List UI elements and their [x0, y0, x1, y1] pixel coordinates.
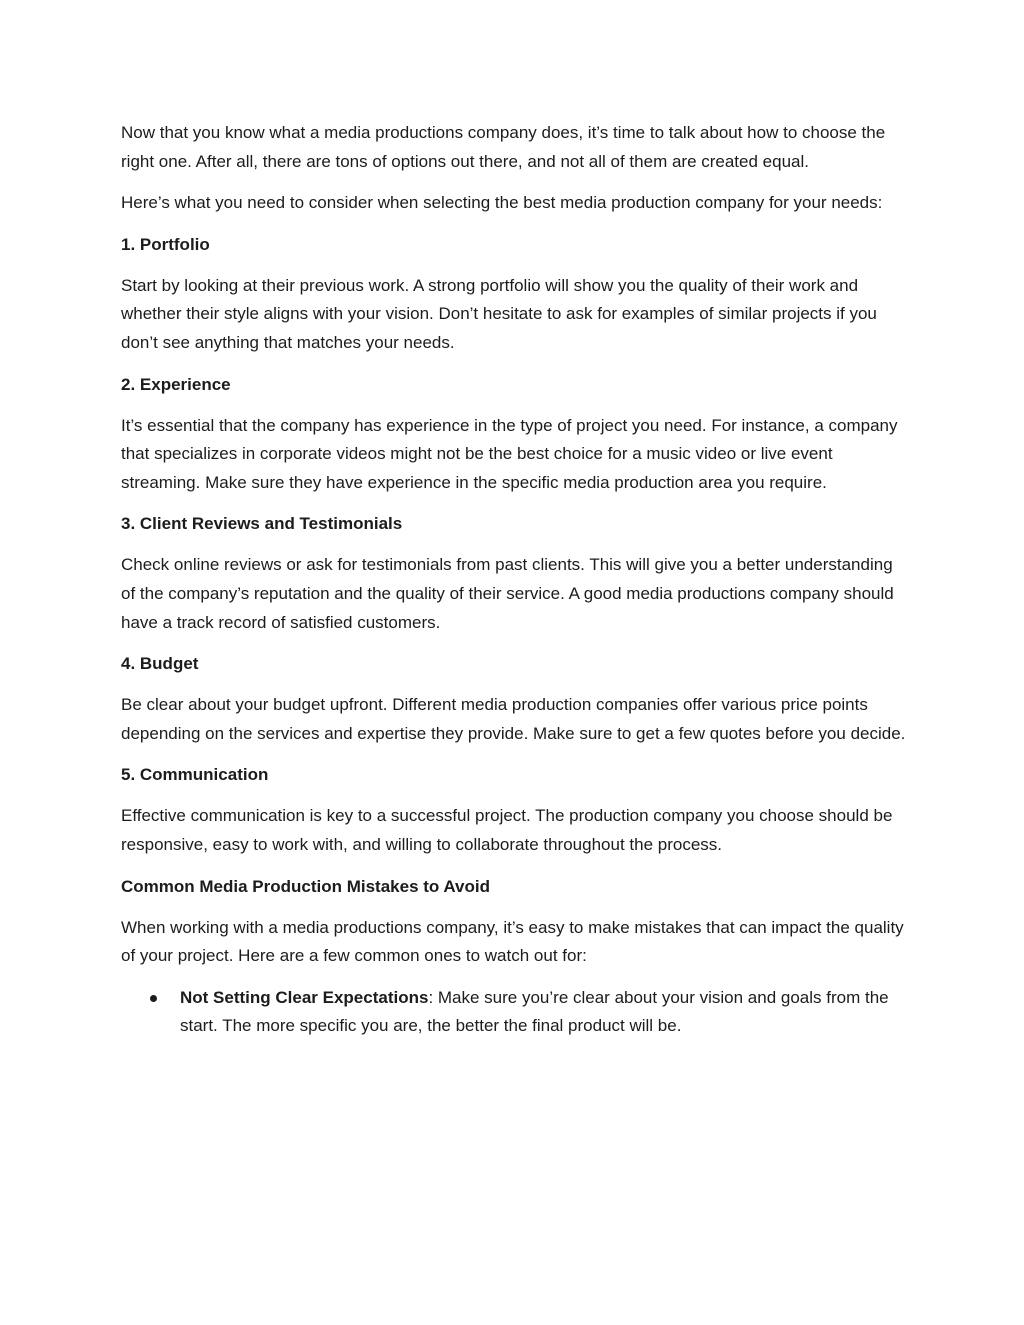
section-body: Be clear about your budget upfront. Different media production companies offer various price points depending on the services and expertise they provide. Make sure to get a few quotes before you decide. — [121, 695, 906, 743]
section-body: Start by looking at their previous work. A strong portfolio will show you the quality of their work and whether their style aligns with your vision. Don’t hesitate to ask for examples of similar projects if you don’t see anything that matches your needs. — [121, 275, 877, 352]
section-budget — [121, 650, 909, 748]
list-item — [121, 984, 909, 1041]
section-heading: Common Media Production Mistakes to Avoid — [121, 876, 490, 896]
intro-paragraph: Now that you know what a media productions company does, it’s time to talk about how to choose the right one. After all, there are tons of options out there, and not all of them are created equal. — [121, 123, 886, 171]
mistakes-list — [121, 984, 909, 1041]
section-client-reviews — [121, 510, 909, 637]
bullet-icon — [150, 995, 157, 1002]
section-body: When working with a media productions company, it’s easy to make mistakes that can impact the quality of your project. Here are a few common ones to watch out for: — [121, 917, 904, 966]
section-body: Check online reviews or ask for testimonials from past clients. This will give you a better understanding of the company’s reputation and the quality of their service. A good media productions company should have a track record of satisfied customers. — [121, 555, 894, 632]
section-heading: 3. Client Reviews and Testimonials — [121, 514, 403, 534]
bullet-term: Not Setting Clear Expectations — [180, 987, 429, 1007]
section-portfolio — [121, 231, 909, 358]
section-heading: 4. Budget — [121, 654, 199, 674]
section-body: Effective communication is key to a successful project. The production company you choose should be responsive, easy to work with, and willing to collaborate throughout the process. — [121, 806, 893, 854]
bullet-text: : Make sure you’re clear about your vision and goals from the start. The more specific you are, the better the final product will be. — [180, 987, 889, 1036]
section-heading: 1. Portfolio — [121, 234, 210, 254]
section-heading: 2. Experience — [121, 374, 231, 394]
section-body: It’s essential that the company has experience in the type of project you need. For instance, a company that specializes in corporate videos might not be the best choice for a music video or live event streaming. Make sure they have experience in the specific media production area you require. — [121, 415, 898, 492]
intro-paragraph: Here’s what you need to consider when selecting the best media production company for your needs: — [121, 193, 883, 213]
section-heading: 5. Communication — [121, 765, 269, 785]
section-mistakes — [121, 873, 909, 1041]
section-communication — [121, 761, 909, 859]
section-experience — [121, 371, 909, 498]
